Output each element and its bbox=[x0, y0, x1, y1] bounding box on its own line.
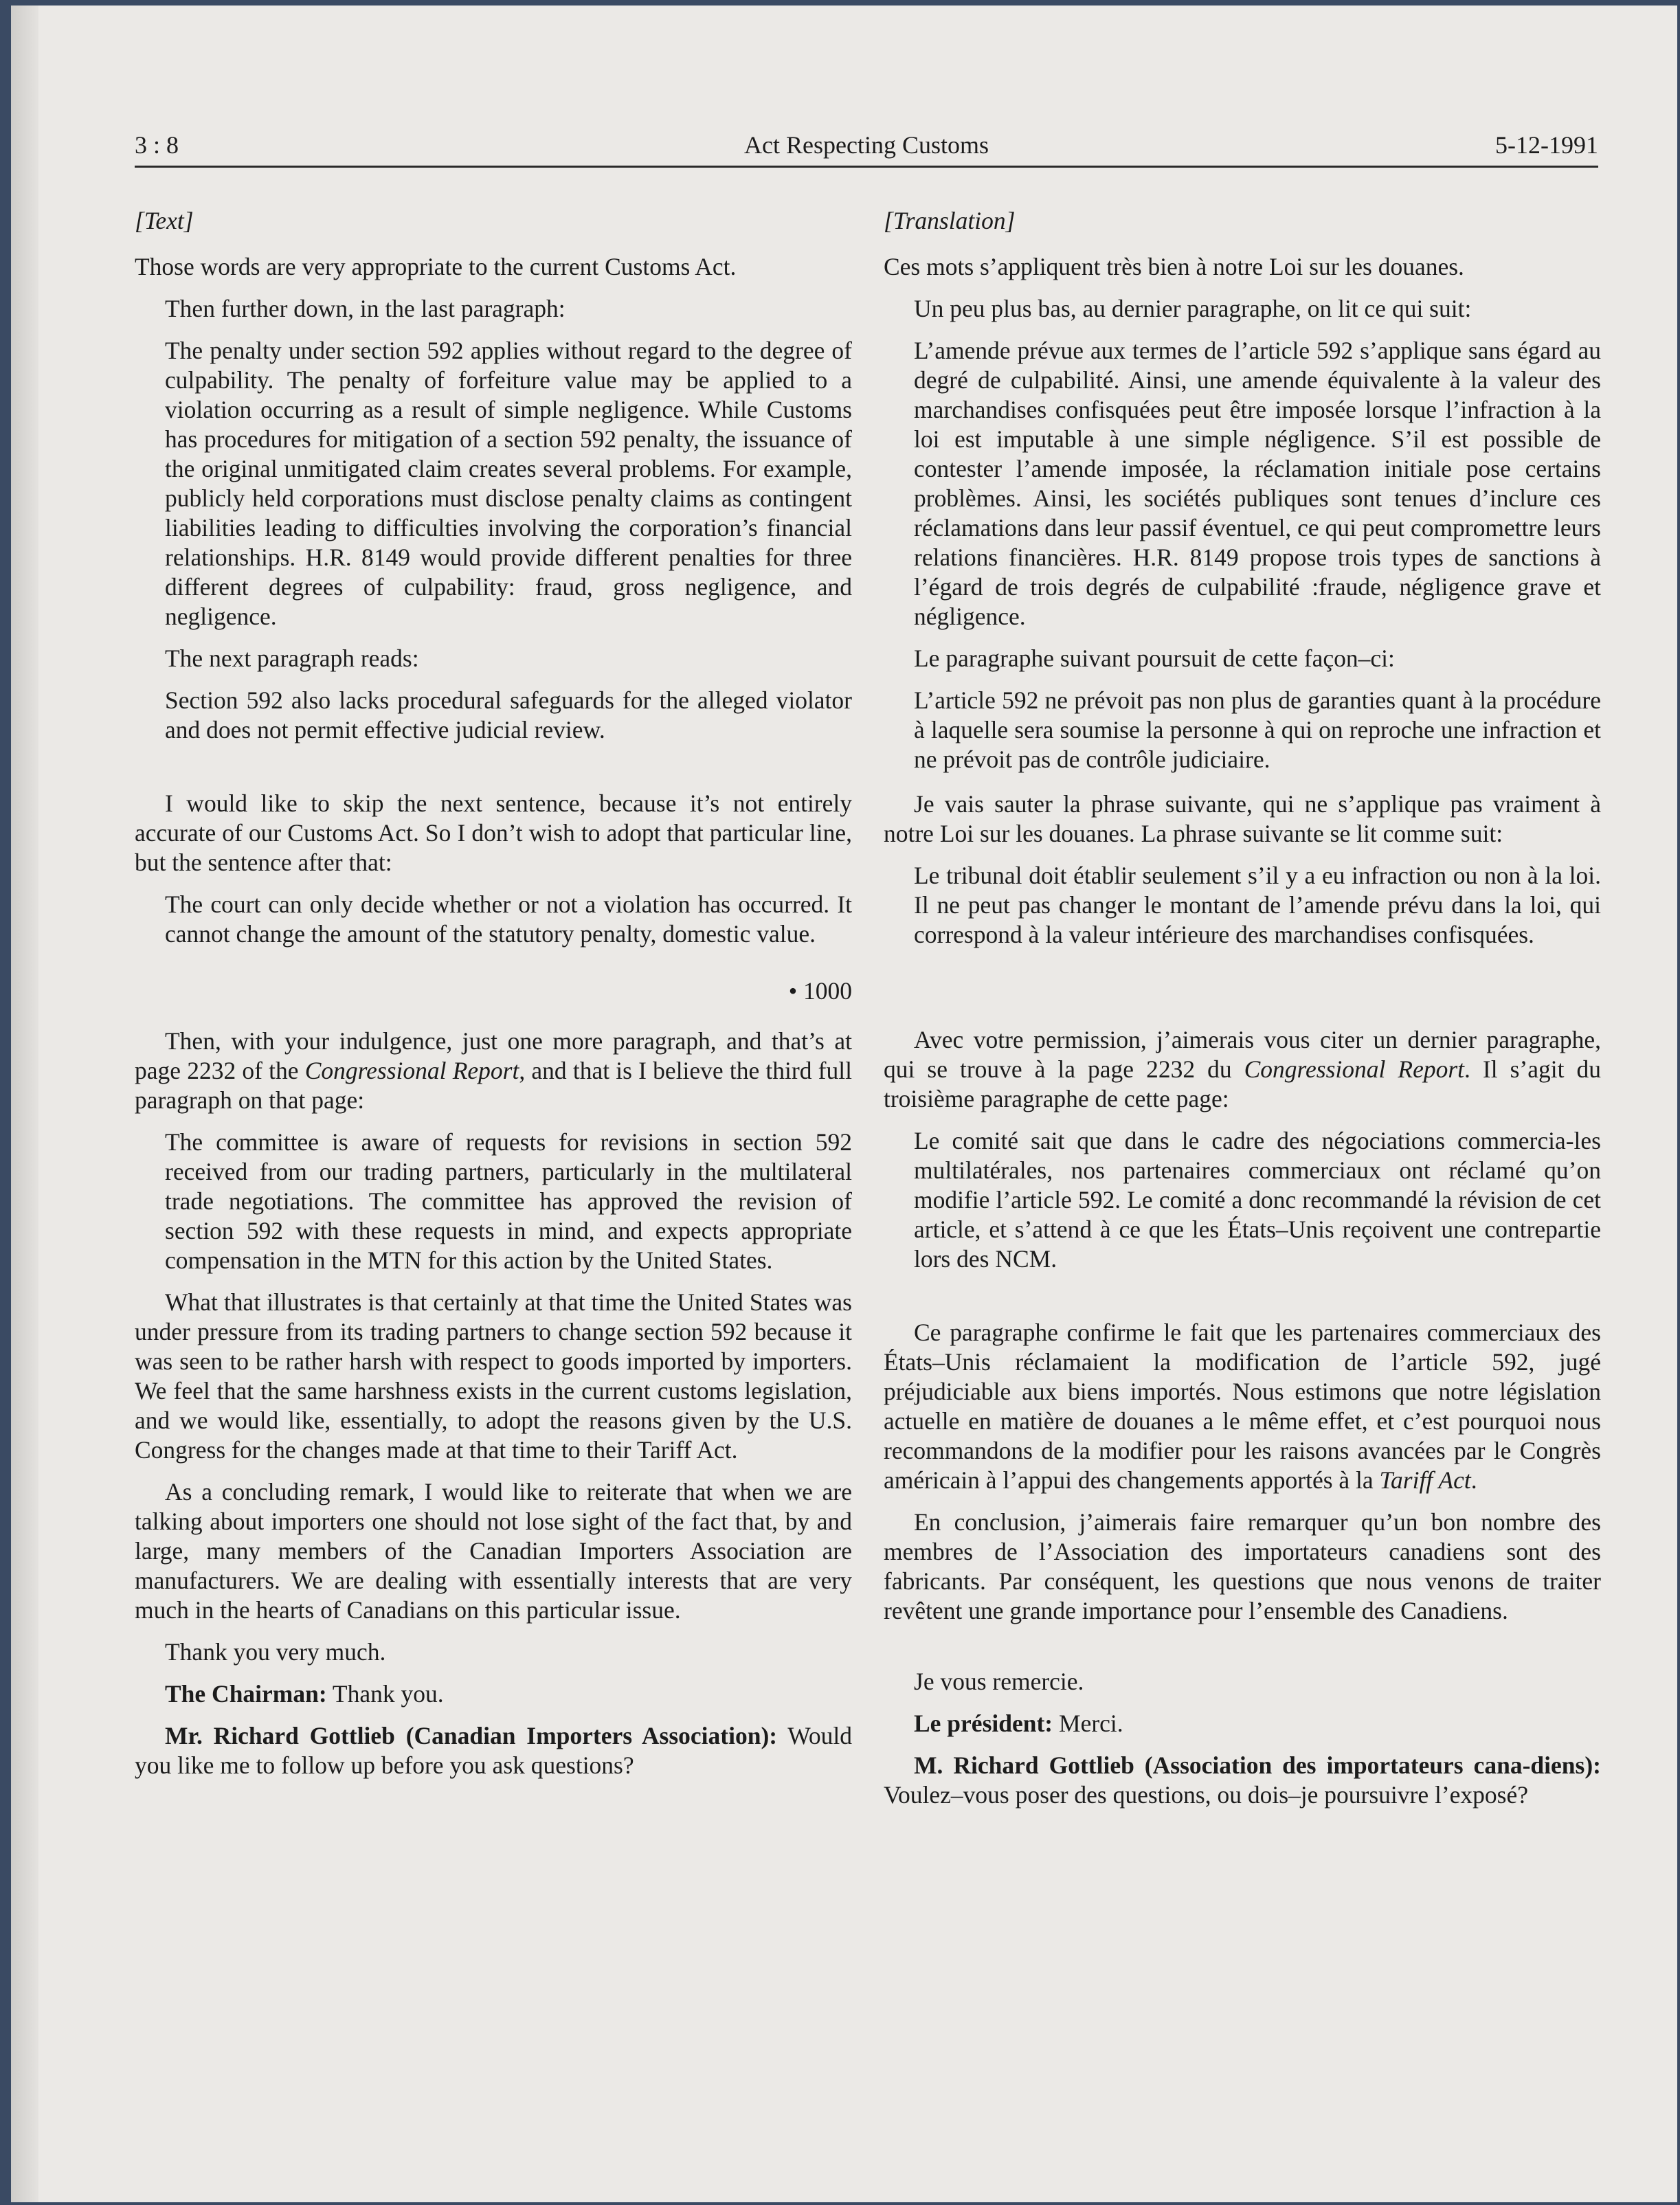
paragraph: Those words are very appropriate to the current Customs Act. bbox=[135, 253, 737, 280]
text-label: [Text] bbox=[135, 207, 194, 234]
speaker-line: M. Richard Gottlieb (Association des importateurs cana-diens): Voulez–vous poser des questions, ou dois–je poursuivre l’exposé? bbox=[884, 1751, 1601, 1809]
speaker-name: M. Richard Gottlieb (Association des importateurs cana-diens): bbox=[914, 1751, 1601, 1779]
block-quote: Le tribunal doit établir seulement s’il y a eu infraction ou non à la loi. Il ne peut pas changer le montant de l’amende prévu dans la loi, qui correspond à la valeur intérieure des marchandises confisquées. bbox=[914, 862, 1601, 948]
paragraph: I would like to skip the next sentence, because it’s not entirely accurate of our Customs Act. So I don’t wish to adopt that particular line, but the sentence after that: bbox=[135, 790, 852, 876]
paragraph: Je vais sauter la phrase suivante, qui ne s’applique pas vraiment à notre Loi sur les douanes. La phrase suivante se lit comme suit: bbox=[884, 790, 1601, 847]
speaker-name: Le président: bbox=[914, 1710, 1053, 1737]
french-column bbox=[884, 206, 1601, 1822]
page-number: 3 : 8 bbox=[135, 131, 179, 159]
paragraph: Je vous remercie. bbox=[914, 1668, 1084, 1695]
paragraph: Ce paragraphe confirme le fait que les partenaires commerciaux des États–Unis réclamaient la modification de l’article 592, jugé préjudiciable aux biens importés. Nous estimons que notre législation actuelle en matière de douanes a le même effet, et c’est pourquoi nous recommandons de la modifier pour les raisons avancées par le Congrès américain à l’appui des changements apportés à la Tariff Act. bbox=[884, 1319, 1601, 1494]
paragraph: Le paragraphe suivant poursuit de cette façon–ci: bbox=[914, 645, 1395, 672]
block-quote: L’article 592 ne prévoit pas non plus de garanties quant à la procédure à laquelle sera soumise la personne à qui on reproche une infraction et ne prévoit pas de contrôle judiciaire. bbox=[914, 686, 1601, 773]
header-title: Act Respecting Customs bbox=[744, 131, 989, 159]
page-binding-edge bbox=[11, 5, 38, 2202]
paragraph: Thank you very much. bbox=[165, 1638, 386, 1666]
paragraph: The next paragraph reads: bbox=[165, 645, 419, 672]
speaker-line: The Chairman: Thank you. bbox=[165, 1680, 444, 1708]
paragraph: En conclusion, j’aimerais faire remarquer qu’un bon nombre des membres de l’Association des importateurs canadiens sont des fabricants. Par conséquent, les questions que nous venons de traiter revêtent une grande importance pour l’ensemble des Canadiens. bbox=[884, 1508, 1601, 1624]
running-header bbox=[135, 131, 1598, 165]
english-column bbox=[135, 206, 852, 1793]
speaker-name: The Chairman: bbox=[165, 1680, 327, 1708]
speaker-line: Mr. Richard Gottlieb (Canadian Importers Association): Would you like me to follow up before you ask questions? bbox=[135, 1722, 853, 1779]
paragraph: Un peu plus bas, au dernier paragraphe, on lit ce qui suit: bbox=[914, 295, 1472, 322]
speaker-line: Le président: Merci. bbox=[914, 1710, 1123, 1737]
paragraph: As a concluding remark, I would like to reiterate that when we are talking about importers one should not lose sight of the fact that, by and large, many members of the Canadian Importers Association are manufacturers. We are dealing with essentially interests that are very much in the hearts of Canadians on this particular issue. bbox=[135, 1478, 852, 1624]
paragraph: Then further down, in the last paragraph: bbox=[165, 295, 565, 322]
block-quote: L’amende prévue aux termes de l’article 592 s’applique sans égard au degré de culpabilité. Ainsi, une amende équivalente à la valeur des marchandises confisquées peut être imposée lorsque l’infraction à la loi est imputable à une simple négligence. S’il est possible de contester l’amende imposée, la réclamation initiale pose certains problèmes. Ainsi, les sociétés publiques sont tenues d’inclure ces réclamations dans leur passif éventuel, ce qui peut compromettre leurs relations financières. H.R. 8149 propose trois types de sanctions à l’égard de trois degrés de culpabilité :fraude, négligence grave et négligence. bbox=[914, 337, 1601, 630]
block-quote: The court can only decide whether or not a violation has occurred. It cannot change the amount of the statutory penalty, domestic value. bbox=[165, 891, 852, 948]
block-quote: Section 592 also lacks procedural safeguards for the alleged violator and does not permit effective judicial review. bbox=[165, 686, 852, 743]
header-date: 5-12-1991 bbox=[1495, 131, 1598, 159]
paragraph: Then, with your indulgence, just one more paragraph, and that’s at page 2232 of the Congressional Report, and that is I believe the third full paragraph on that page: bbox=[135, 1027, 852, 1114]
time-marker: • 1000 bbox=[788, 977, 852, 1005]
block-quote: Le comité sait que dans le cadre des négociations commercia-les multilatérales, nos partenaires commerciaux ont réclamé qu’on modifie l’article 592. Le comité a donc recommandé la révision de cet article, et s’attend à ce que les États–Unis reçoivent une contrepartie lors des NCM. bbox=[914, 1127, 1601, 1273]
speaker-name: Mr. Richard Gottlieb (Canadian Importers Association): bbox=[165, 1722, 778, 1749]
paragraph: Avec votre permission, j’aimerais vous citer un dernier paragraphe, qui se trouve à la page 2232 du Congressional Report. Il s’agit du troisième paragraphe de cette page: bbox=[884, 1026, 1601, 1112]
block-quote: The penalty under section 592 applies without regard to the degree of culpability. The penalty of forfeiture value may be applied to a violation occurring as a result of simple negligence. While Customs has procedures for mitigation of a section 592 penalty, the issuance of the original unmitigated claim creates several problems. For example, publicly held corporations must disclose penalty claims as contingent liabilities leading to difficulties involving the corporation’s financial relationships. H.R. 8149 would provide different penalties for three different degrees of culpability: fraud, gross negligence, and negligence. bbox=[165, 337, 852, 630]
paragraph: What that illustrates is that certainly at that time the United States was under pressure from its trading partners to change section 592 because it was seen to be rather harsh with respect to goods imported by importers. We feel that the same harshness exists in the current customs legislation, and we would like, essentially, to adopt the reasons given by the U.S. Congress for the changes made at that time to their Tariff Act. bbox=[135, 1288, 852, 1464]
header-rule bbox=[135, 166, 1598, 168]
block-quote: The committee is aware of requests for revisions in section 592 received from our trading partners, particularly in the multilateral trade negotiations. The committee has approved the revision of section 592 with these requests in mind, and expects appropriate compensation in the MTN for this action by the United States. bbox=[165, 1128, 852, 1274]
translation-label: [Translation] bbox=[884, 207, 1016, 234]
paragraph: Ces mots s’appliquent très bien à notre Loi sur les douanes. bbox=[884, 253, 1464, 280]
